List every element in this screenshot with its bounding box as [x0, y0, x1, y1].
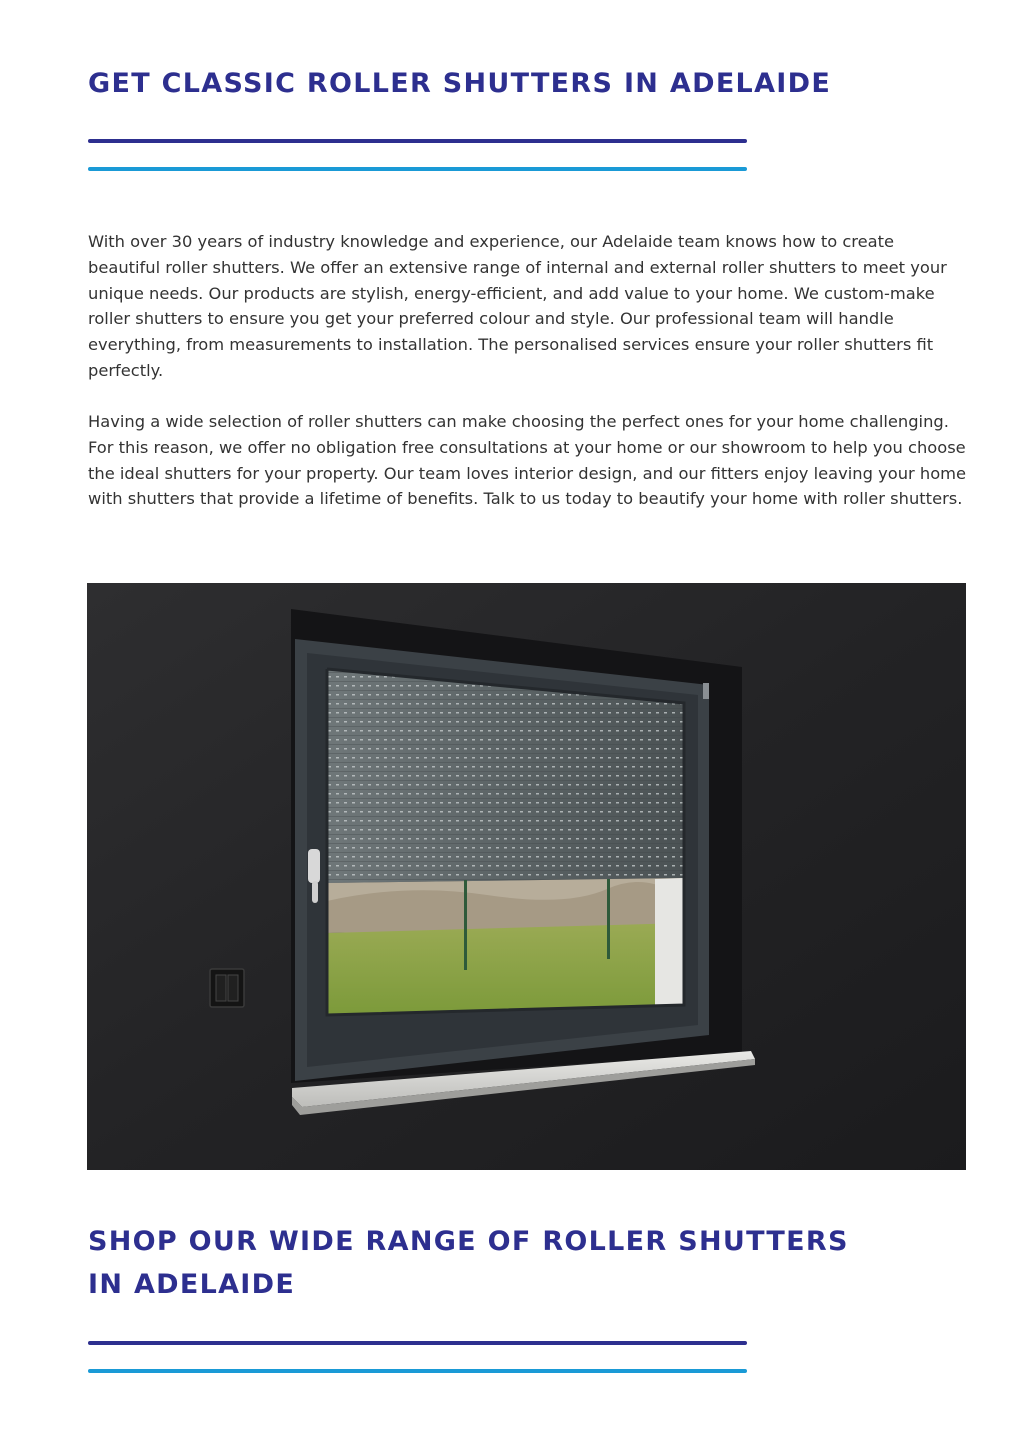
section-heading: SHOP OUR WIDE RANGE OF ROLLER SHUTTERS IN ADELAIDE [88, 1226, 849, 1300]
heading-rule-secondary [88, 167, 747, 171]
heading-rule-secondary [88, 1369, 747, 1373]
body-paragraph: Having a wide selection of roller shutters can make choosing the perfect ones for your home challenging. For this reason, we offer no obligation free consultations at your home or our showroom to help you choose the ideal shutters for your property. Our team loves interior design, and our fitters enjoy leaving your home with shutters that provide a lifetime of benefits. Talk to us today to beautify your home with roller shutters. [88, 412, 967, 509]
roller-shutter-window-photo [87, 583, 966, 1170]
heading-rule-primary [88, 139, 747, 143]
body-paragraph: With over 30 years of industry knowledge and experience, our Adelaide team knows how to create beautiful roller shutters. We offer an extensive range of internal and external roller shutters to meet your unique needs. Our products are stylish, energy-efficient, and add value to your home. We custom-make roller shutters to ensure you get your preferred colour and style. Our professional team will handle everything, from measurements to installation. The personalised services ensure your roller shutters fit perfectly. [88, 232, 947, 380]
section-heading: GET CLASSIC ROLLER SHUTTERS IN ADELAIDE [88, 68, 832, 99]
heading-rule-primary [88, 1341, 747, 1345]
